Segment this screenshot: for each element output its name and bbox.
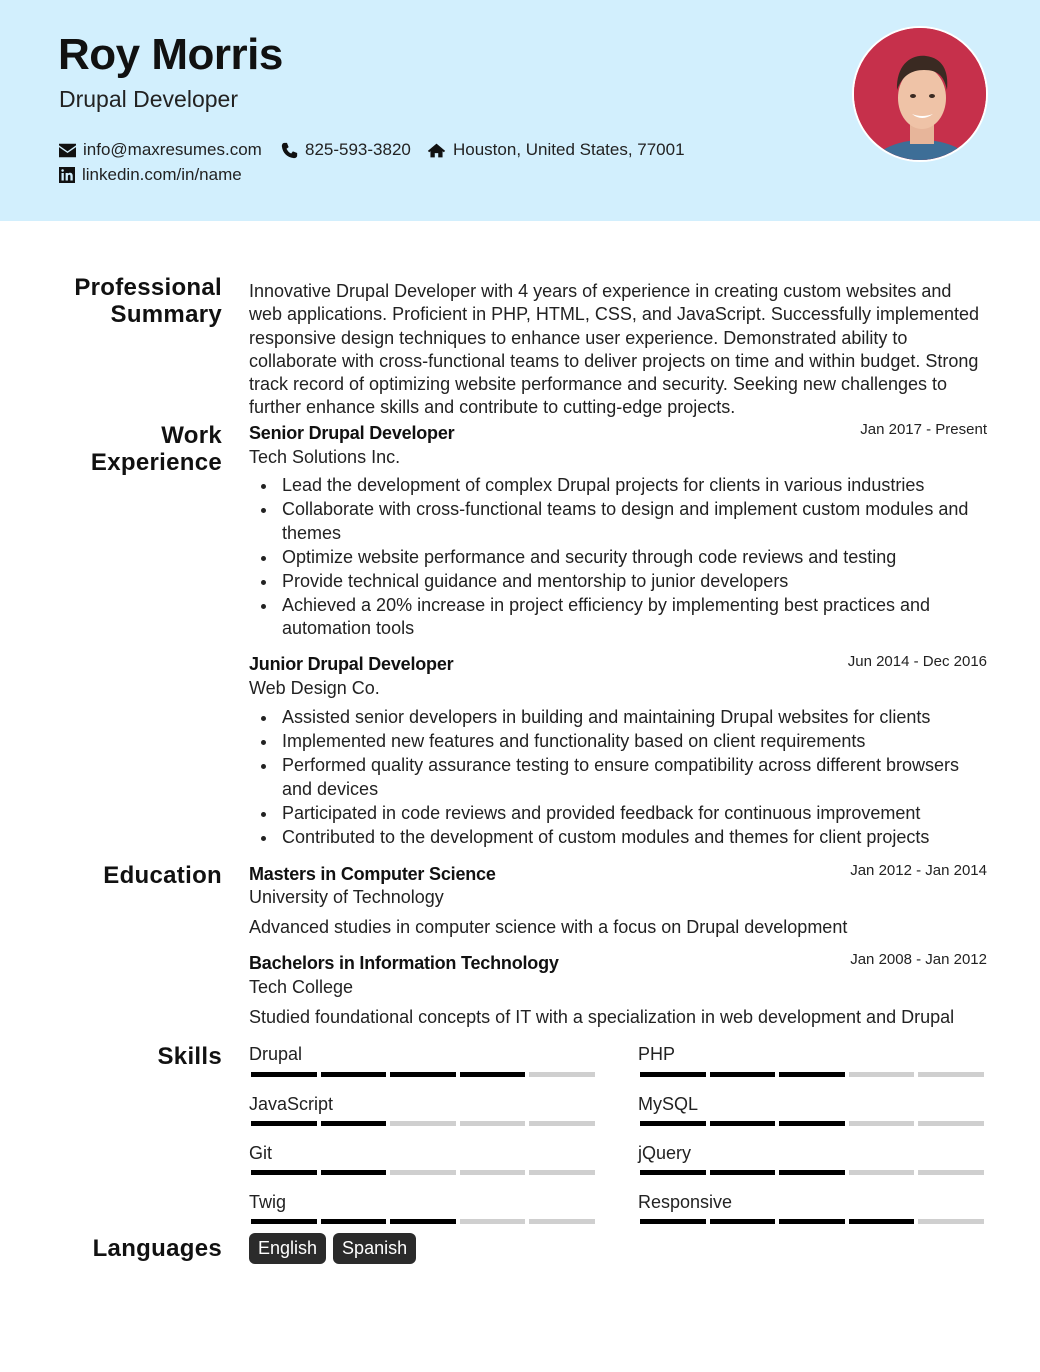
section-heading-work: Work Experience [90,422,222,476]
phone-contact[interactable] [281,140,411,160]
candidate-name: Roy Morris [58,30,283,79]
section-heading-languages: Languages [92,1235,222,1262]
job-dates: Jun 2014 - Dec 2016 [847,653,987,670]
skill-level-segment [710,1219,776,1224]
skill-level-segment [529,1072,595,1077]
skill-name: Responsive [638,1192,733,1212]
skill-level-segment [640,1072,706,1077]
skill-name: MySQL [638,1094,699,1114]
job-bullets [249,706,989,850]
skill-level-segment [849,1170,915,1175]
skill-level-segment [918,1072,984,1077]
skill-name: JavaScript [249,1094,334,1114]
summary-text: Innovative Drupal Developer with 4 years of experience in creating custom websites and web applications. Proficient in PHP, HTML, CSS, and JavaScript. Successfully implemented responsive design techniques to enhance user experience. Demonstrated ability to collaborate with cross-functional teams to deliver projects on time and within budget. Strong track record of optimizing website performance and security. Seeking new challenges to further enhance skills and contribute to cutting-edge projects. [249,281,979,418]
home-icon [427,142,446,159]
skill-level-segment [849,1219,915,1224]
skill-level-bar [640,1072,984,1077]
skill-level-segment [640,1121,706,1126]
language-badge: English [249,1233,326,1264]
list-item: Implemented new features and functionality based on client requirements [249,730,989,754]
job-company: Web Design Co. [249,678,380,698]
skill-name: Drupal [249,1044,303,1064]
email-text: info@maxresumes.com [83,140,262,159]
skill-level-segment [390,1121,456,1126]
section-heading-summary: Professional Summary [74,274,222,328]
skill-level-bar [251,1121,595,1126]
list-item: Provide technical guidance and mentorship to junior developers [249,570,989,594]
skill-level-segment [918,1121,984,1126]
degree-title: Bachelors in Information Technology [249,953,559,973]
skill-level-segment [321,1170,387,1175]
skill-level-segment [849,1072,915,1077]
skill-level-bar [640,1219,984,1224]
degree-description: Studied foundational concepts of IT with a specialization in web development and Drupal [249,1007,955,1027]
list-item: Assisted senior developers in building and maintaining Drupal websites for clients [249,706,989,730]
skill-level-bar [640,1170,984,1175]
skill-level-bar [640,1121,984,1126]
skill-level-segment [710,1170,776,1175]
skill-level-segment [460,1121,526,1126]
degree-description: Advanced studies in computer science with a focus on Drupal development [249,917,848,937]
list-item: Collaborate with cross-functional teams to design and implement custom modules and themes [249,498,989,545]
list-item: Optimize website performance and security through code reviews and testing [249,546,989,570]
skill-level-segment [849,1121,915,1126]
job-bullets [249,474,989,641]
skill-level-segment [710,1072,776,1077]
skill-level-segment [390,1170,456,1175]
phone-icon [281,142,298,159]
skill-level-bar [251,1219,595,1224]
linkedin-contact[interactable] [59,165,242,185]
job-title: Junior Drupal Developer [249,654,454,674]
section-heading-education: Education [103,862,222,889]
section-heading-skills: Skills [157,1043,222,1070]
degree-dates: Jan 2012 - Jan 2014 [850,862,987,879]
skill-level-segment [390,1072,456,1077]
degree-title: Masters in Computer Science [249,864,496,884]
email-contact[interactable] [59,140,262,160]
skill-level-segment [460,1219,526,1224]
skill-level-segment [321,1219,387,1224]
list-item: Participated in code reviews and provided feedback for continuous improvement [249,802,989,826]
skill-level-segment [779,1072,845,1077]
school-name: Tech College [249,977,354,997]
skill-level-segment [529,1121,595,1126]
skill-level-segment [918,1170,984,1175]
skill-level-segment [460,1170,526,1175]
skill-level-segment [321,1072,387,1077]
degree-dates: Jan 2008 - Jan 2012 [850,951,987,968]
skill-level-segment [251,1170,317,1175]
linkedin-icon [59,167,75,183]
skill-name: PHP [638,1044,676,1064]
list-item: Achieved a 20% increase in project efficiency by implementing best practices and automation tools [249,594,989,641]
resume-header [0,0,1040,221]
candidate-title: Drupal Developer [59,86,238,112]
skill-level-segment [529,1219,595,1224]
linkedin-text: linkedin.com/in/name [82,165,242,184]
skill-level-segment [640,1219,706,1224]
languages-list [249,1233,416,1264]
job-company: Tech Solutions Inc. [249,447,401,467]
skill-level-segment [779,1219,845,1224]
skill-level-segment [251,1121,317,1126]
location-contact [427,140,685,160]
skill-level-segment [779,1170,845,1175]
skill-name: Git [249,1143,273,1163]
skill-level-bar [251,1170,595,1175]
language-badge: Spanish [333,1233,416,1264]
skill-level-segment [918,1219,984,1224]
skill-level-segment [710,1121,776,1126]
location-text: Houston, United States, 77001 [453,140,685,159]
skill-name: jQuery [638,1143,692,1163]
job-title: Senior Drupal Developer [249,423,455,443]
job-dates: Jan 2017 - Present [860,421,987,438]
skill-name: Twig [249,1192,287,1212]
phone-text: 825-593-3820 [305,140,411,159]
school-name: University of Technology [249,887,444,907]
skill-level-segment [390,1219,456,1224]
list-item: Lead the development of complex Drupal projects for clients in various industries [249,474,989,498]
profile-photo [852,26,988,162]
skill-level-segment [640,1170,706,1175]
skill-level-segment [251,1219,317,1224]
skill-level-segment [529,1170,595,1175]
skill-level-bar [251,1072,595,1077]
envelope-icon [59,142,76,159]
skill-level-segment [779,1121,845,1126]
skill-level-segment [251,1072,317,1077]
skill-level-segment [460,1072,526,1077]
list-item: Contributed to the development of custom modules and themes for client projects [249,826,989,850]
skill-level-segment [321,1121,387,1126]
list-item: Performed quality assurance testing to ensure compatibility across different browsers and devices [249,754,989,801]
